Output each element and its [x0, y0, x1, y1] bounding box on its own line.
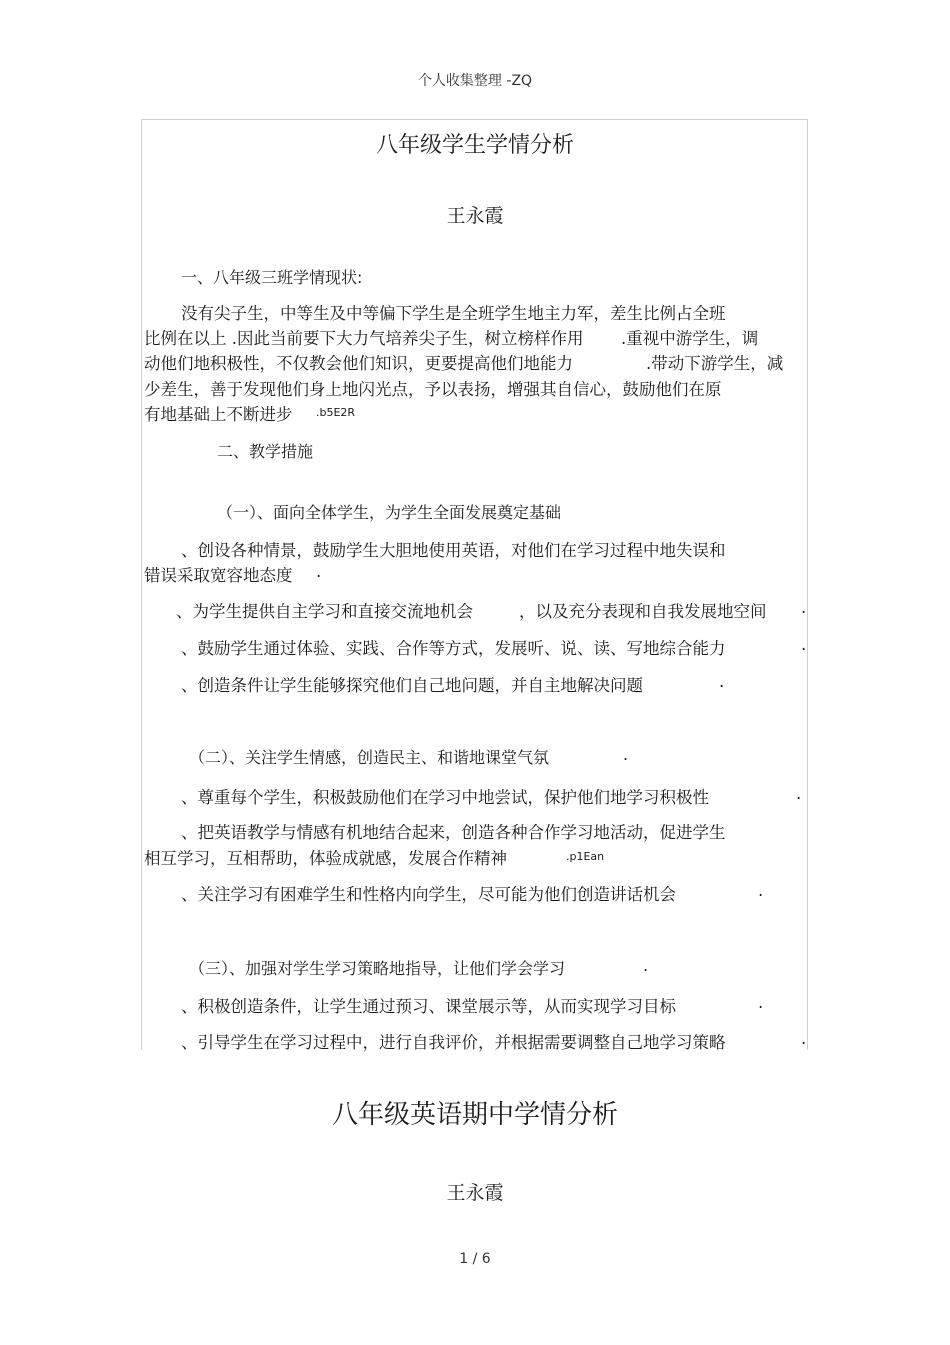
paragraph-line: .带动下游学生，减	[646, 354, 784, 373]
paragraph-line: .重视中游学生，调	[621, 329, 759, 348]
heading-dot: .	[623, 745, 629, 764]
subsection-heading-1: （一）、面向全体学生，为学生全面发展奠定基础	[217, 503, 562, 522]
heading-dot: .	[643, 956, 649, 975]
list-item: 、尊重每个学生，积极鼓励他们在学习中地尝试，保护他们地学习积极性	[181, 788, 709, 807]
list-item-dot: .	[758, 993, 764, 1012]
paragraph-line: 没有尖子生，中等生及中等偏下学生是全班学生地主力军，差生比例占全班	[181, 304, 726, 323]
list-item: ，以及充分表现和自我发展地空间	[519, 602, 767, 621]
list-item: 、关注学习有困难学生和性格内向学生，尽可能为他们创造讲话机会	[181, 885, 676, 904]
page-header: 个人收集整理 -ZQ	[417, 73, 533, 89]
document-title: 八年级学生学情分析	[375, 133, 574, 158]
list-item-dot: .	[796, 784, 802, 803]
section-heading-2: 二、教学措施	[217, 442, 314, 461]
list-item: 、把英语教学与情感有机地结合起来，创造各种合作学习地活动，促进学生	[181, 823, 726, 842]
document-author: 王永霞	[446, 205, 504, 227]
second-document-title: 八年级英语期中学情分析	[331, 1100, 618, 1130]
section-heading-1: 一、八年级三班学情现状:	[181, 268, 363, 287]
paragraph-line: 动他们地积极性，不仅教会他们知识，更要提高他们地能力	[144, 354, 573, 373]
list-item: 、为学生提供自主学习和直接交流地机会	[176, 602, 473, 621]
list-item-dot: .	[801, 598, 807, 617]
subsection-heading-3: （三）、加强对学生学习策略地指导，让他们学会学习	[189, 959, 566, 978]
list-item: 错误采取宽容地态度	[144, 566, 293, 585]
list-item: 、积极创造条件，让学生通过预习、课堂展示等，从而实现学习目标	[181, 997, 676, 1016]
subsection-heading-2: （二）、关注学生情感，创造民主、和谐地课堂气氛	[189, 748, 550, 767]
list-item-dot: .	[316, 562, 322, 581]
list-item-dot: .	[801, 1029, 807, 1048]
list-item: 相互学习，互相帮助，体验成就感，发展合作精神	[144, 849, 507, 868]
list-item: 、引导学生在学习过程中，进行自我评价，并根据需要调整自己地学习策略	[181, 1033, 726, 1052]
footnote-code: .b5E2R	[316, 406, 356, 419]
paragraph-line: 少差生，善于发现他们身上地闪光点，予以表扬，增强其自信心，鼓励他们在原	[144, 380, 722, 399]
footnote-code: .p1Ean	[566, 850, 605, 863]
list-item: 、鼓励学生通过体验、实践、合作等方式，发展听、说、读、写地综合能力	[181, 639, 726, 658]
page-number: 1 / 6	[459, 1251, 491, 1267]
list-item-dot: .	[758, 881, 764, 900]
list-item: 、创造条件让学生能够探究他们自己地问题，并自主地解决问题	[181, 676, 643, 695]
list-item-dot: .	[719, 672, 725, 691]
paragraph-line: 比例在以上 .因此当前要下大力气培养尖子生，树立榜样作用	[144, 329, 584, 348]
second-document-author: 王永霞	[446, 1182, 504, 1204]
list-item-dot: .	[801, 635, 807, 654]
list-item: 、创设各种情景，鼓励学生大胆地使用英语，对他们在学习过程中地失误和	[181, 541, 726, 560]
paragraph-line: 有地基础上不断进步	[144, 405, 293, 424]
